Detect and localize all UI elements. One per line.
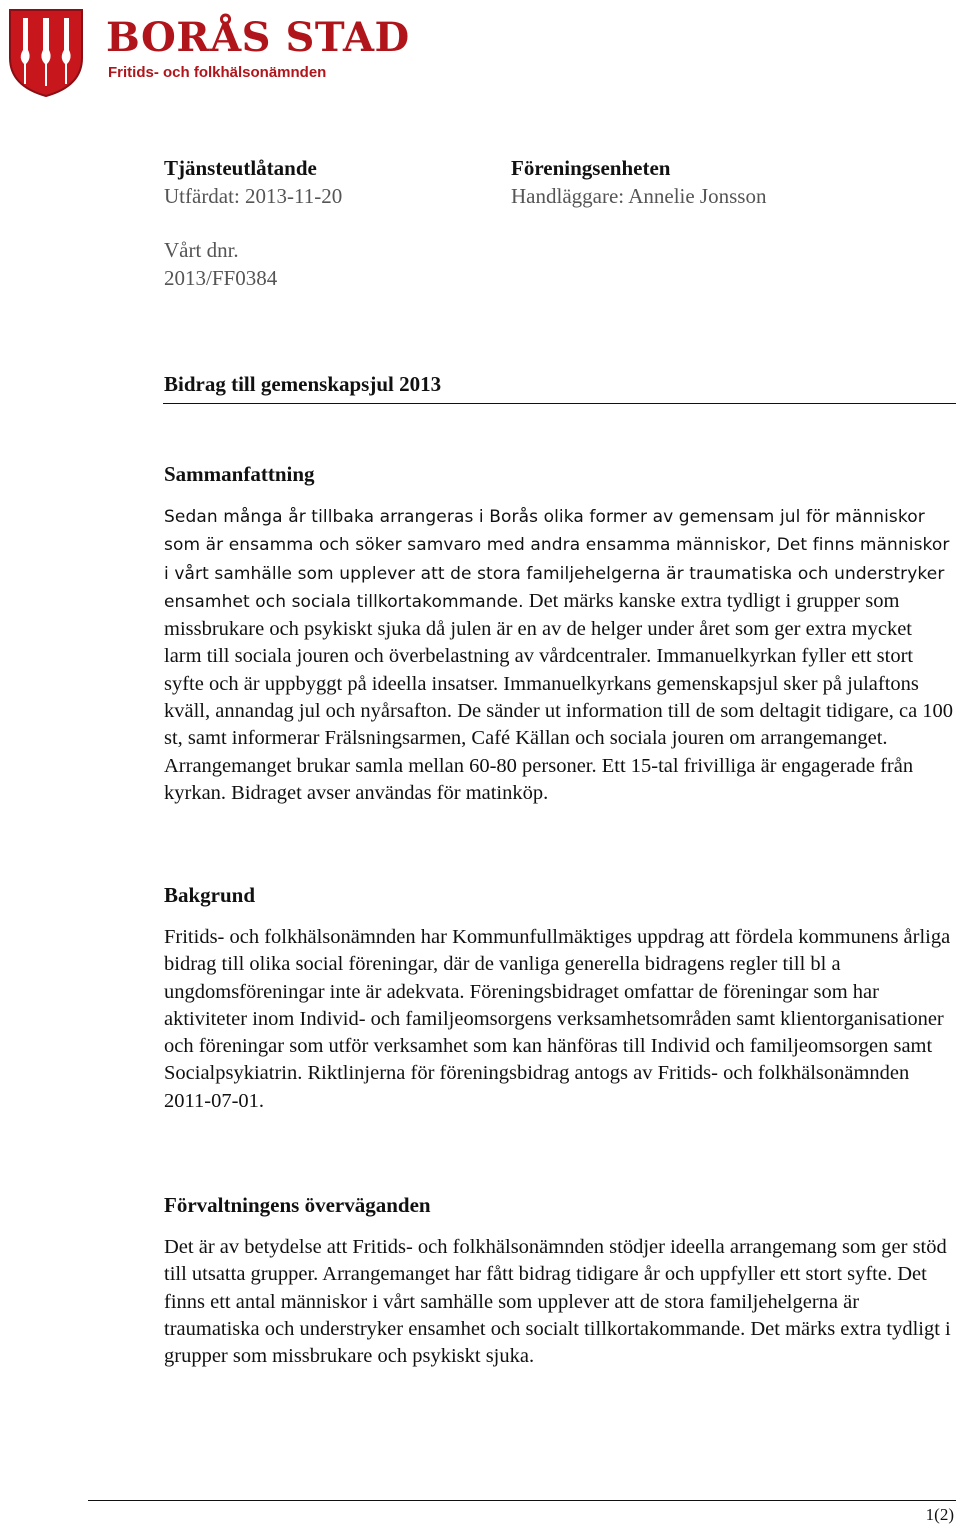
- unit-name: Föreningsenheten: [511, 156, 671, 180]
- summary-heading: Sammanfattning: [164, 462, 315, 486]
- ref-number: 2013/FF0384: [164, 266, 278, 290]
- summary-text-part-3: Immanuelkyrkan fyller ett stort syfte och är uppbyggt på ideella insatser. Immanuelkyrkans gemenskapsjul sker på julaftons kväll, annandag jul och nyårsafton.: [164, 645, 919, 723]
- background-text: [164, 924, 954, 1115]
- ref-label: Vårt dnr.: [164, 238, 239, 262]
- background-paragraph: Fritids- och folkhälsonämnden har Kommunfullmäktiges uppdrag att fördela kommunens årliga bidrag till olika social föreningar, där de vanliga generella bidragens regler till bl a ungdomsföreningar inte är adekvata. Föreningsbidraget omfattar de föreningar som har aktiviteter inom Individ- och familjeomsorgens verksamhetsområden samt klientorganisationer och föreningar som utför verksamhet som kan hänföras till Individ och familjeomsorgen samt Socialpsykiatrin. Riktlinjerna för föreningsbidrag antogs av Fritids- och folkhälsonämnden 2011-07-01.: [164, 926, 951, 1112]
- reference: [164, 236, 277, 292]
- footer-divider: [88, 1500, 956, 1501]
- org-name: BORÅS STAD: [106, 14, 410, 61]
- summary-text: [164, 503, 954, 807]
- meta-left: [164, 154, 342, 210]
- background-heading: Bakgrund: [164, 883, 256, 907]
- considerations-text: [164, 1234, 954, 1370]
- considerations-paragraph: Det är av betydelse att Fritids- och folkhälsonämnden stödjer ideella arrangemang som ger stöd till utsatta grupper. Arrangemanget har fått bidrag tidigare år och uppfyller ett stort syfte. Det finns ett antal människor i vårt samhälle som upplever att de stora familjehelgerna är traumatiska och understryker ensamhet och socialt tillkortakommande. Det märks extra tydligt i grupper som missbrukare och psykiskt sjuka.: [164, 1236, 951, 1368]
- summary-text-part-1: Sedan många år tillbaka arrangeras i Borås olika former av gemensam jul för människor som är ensamma och söker samvaro med andra ensamma människor, Det finns människor i vårt samhälle som upplever att de stora familjehelgerna är traumatiska och understryker ensamhet och sociala tillkortakommande.: [164, 507, 950, 612]
- issued-date: Utfärdat: 2013-11-20: [164, 184, 343, 208]
- meta-right: [511, 154, 766, 210]
- title-divider: [163, 403, 956, 404]
- doc-type: Tjänsteutlåtande: [164, 156, 317, 180]
- org-logo: [6, 6, 410, 98]
- summary-text-part-2: Det märks kanske extra tydligt i grupper som missbrukare och psykiskt sjuka då julen är en av de helger under året som ger extra mycket larm till sociala jouren och överbelastning av vårdcentraler.: [164, 589, 912, 668]
- document-title: Bidrag till gemenskapsjul 2013: [164, 372, 442, 396]
- page-number: 1(2): [925, 1505, 954, 1524]
- org-subtitle: Fritids- och folkhälsonämnden: [108, 64, 327, 81]
- handler: Handläggare: Annelie Jonsson: [511, 184, 767, 208]
- summary-text-part-4: De sänder ut information till de som deltagit tidigare, ca 100 st, samt informerar Frälsningsarmen, Café Källan och sociala jouren om arrangemanget. Arrangemanget brukar samla mellan 60-80 personer. Ett 15-tal frivilliga är engagerade från kyrkan. Bidraget avser användas för matinköp.: [164, 700, 954, 804]
- coat-of-arms-icon: [6, 6, 86, 98]
- considerations-heading: Förvaltningens överväganden: [164, 1193, 431, 1217]
